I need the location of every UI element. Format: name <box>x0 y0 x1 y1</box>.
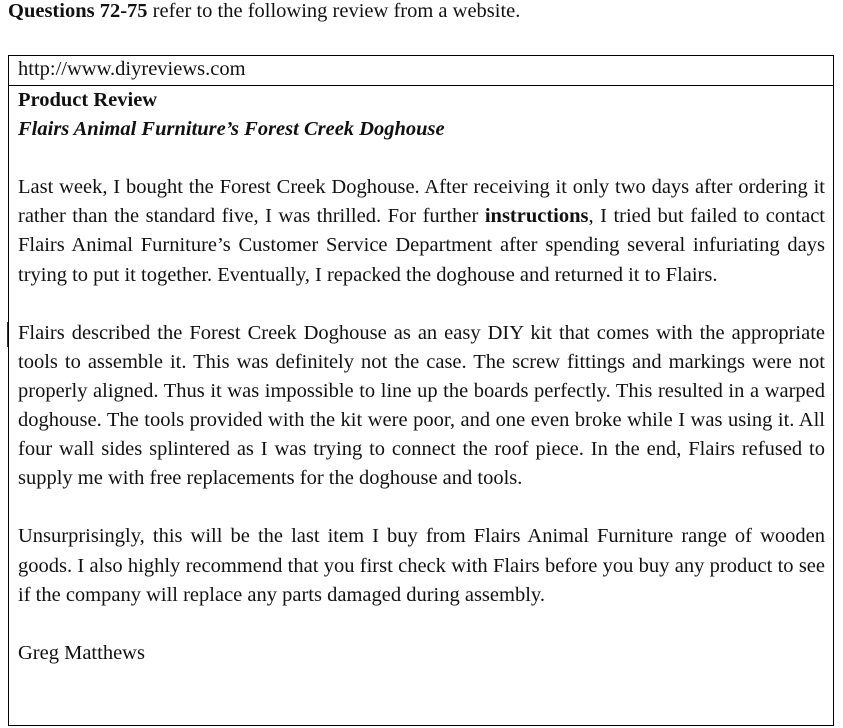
review-paragraph-1 <box>18 173 825 289</box>
reviewer-signature: Greg Matthews <box>18 641 145 664</box>
review-paragraph-2: Flairs described the Forest Creek Doghouse as an easy DIY kit that comes with the appropriate tools to assemble it. This was definitely not the case. The screw fittings and markings were not properly aligned. Thus it was impossible to line up the boards perfectly. This resulted in a warped doghouse. The tools provided with the kit were poor, and one even broke while I was using it. All four wall sides splintered as I was trying to connect the roof piece. In the end, Flairs refused to supply me with free replacements for the doghouse and tools. <box>18 321 825 490</box>
paragraph-1-end: , I tried but failed to contact Flairs Animal Furniture’s Customer Service Department after spending several infuriating days trying to put it together. Eventually, I repacked the doghouse and returned it to Flairs. <box>18 205 825 286</box>
question-intro <box>8 0 520 23</box>
question-range: Questions 72-75 <box>8 0 148 22</box>
review-box <box>8 55 834 726</box>
review-paragraph-3: Unsurprisingly, this will be the last item I buy from Flairs Animal Furniture range of wooden goods. I also highly recommend that you first check with Flairs before you buy any product to see if the company will replace any parts damaged during assembly. <box>18 525 825 606</box>
text-cursor <box>7 322 8 347</box>
review-heading: Product Review <box>18 89 158 111</box>
paragraph-1-start: Last week, I bought the Forest Creek Doghouse. After receiving it only two days after ordering it rather than the standard five, I was thrilled. For further <box>18 176 825 228</box>
question-intro-text: refer to the following review from a website. <box>147 0 521 22</box>
product-name: Flairs Animal Furniture’s Forest Creek Doghouse <box>18 118 445 141</box>
review-content <box>9 86 833 668</box>
highlighted-word: instructions <box>484 205 589 228</box>
website-url: http://www.diyreviews.com <box>9 56 833 86</box>
